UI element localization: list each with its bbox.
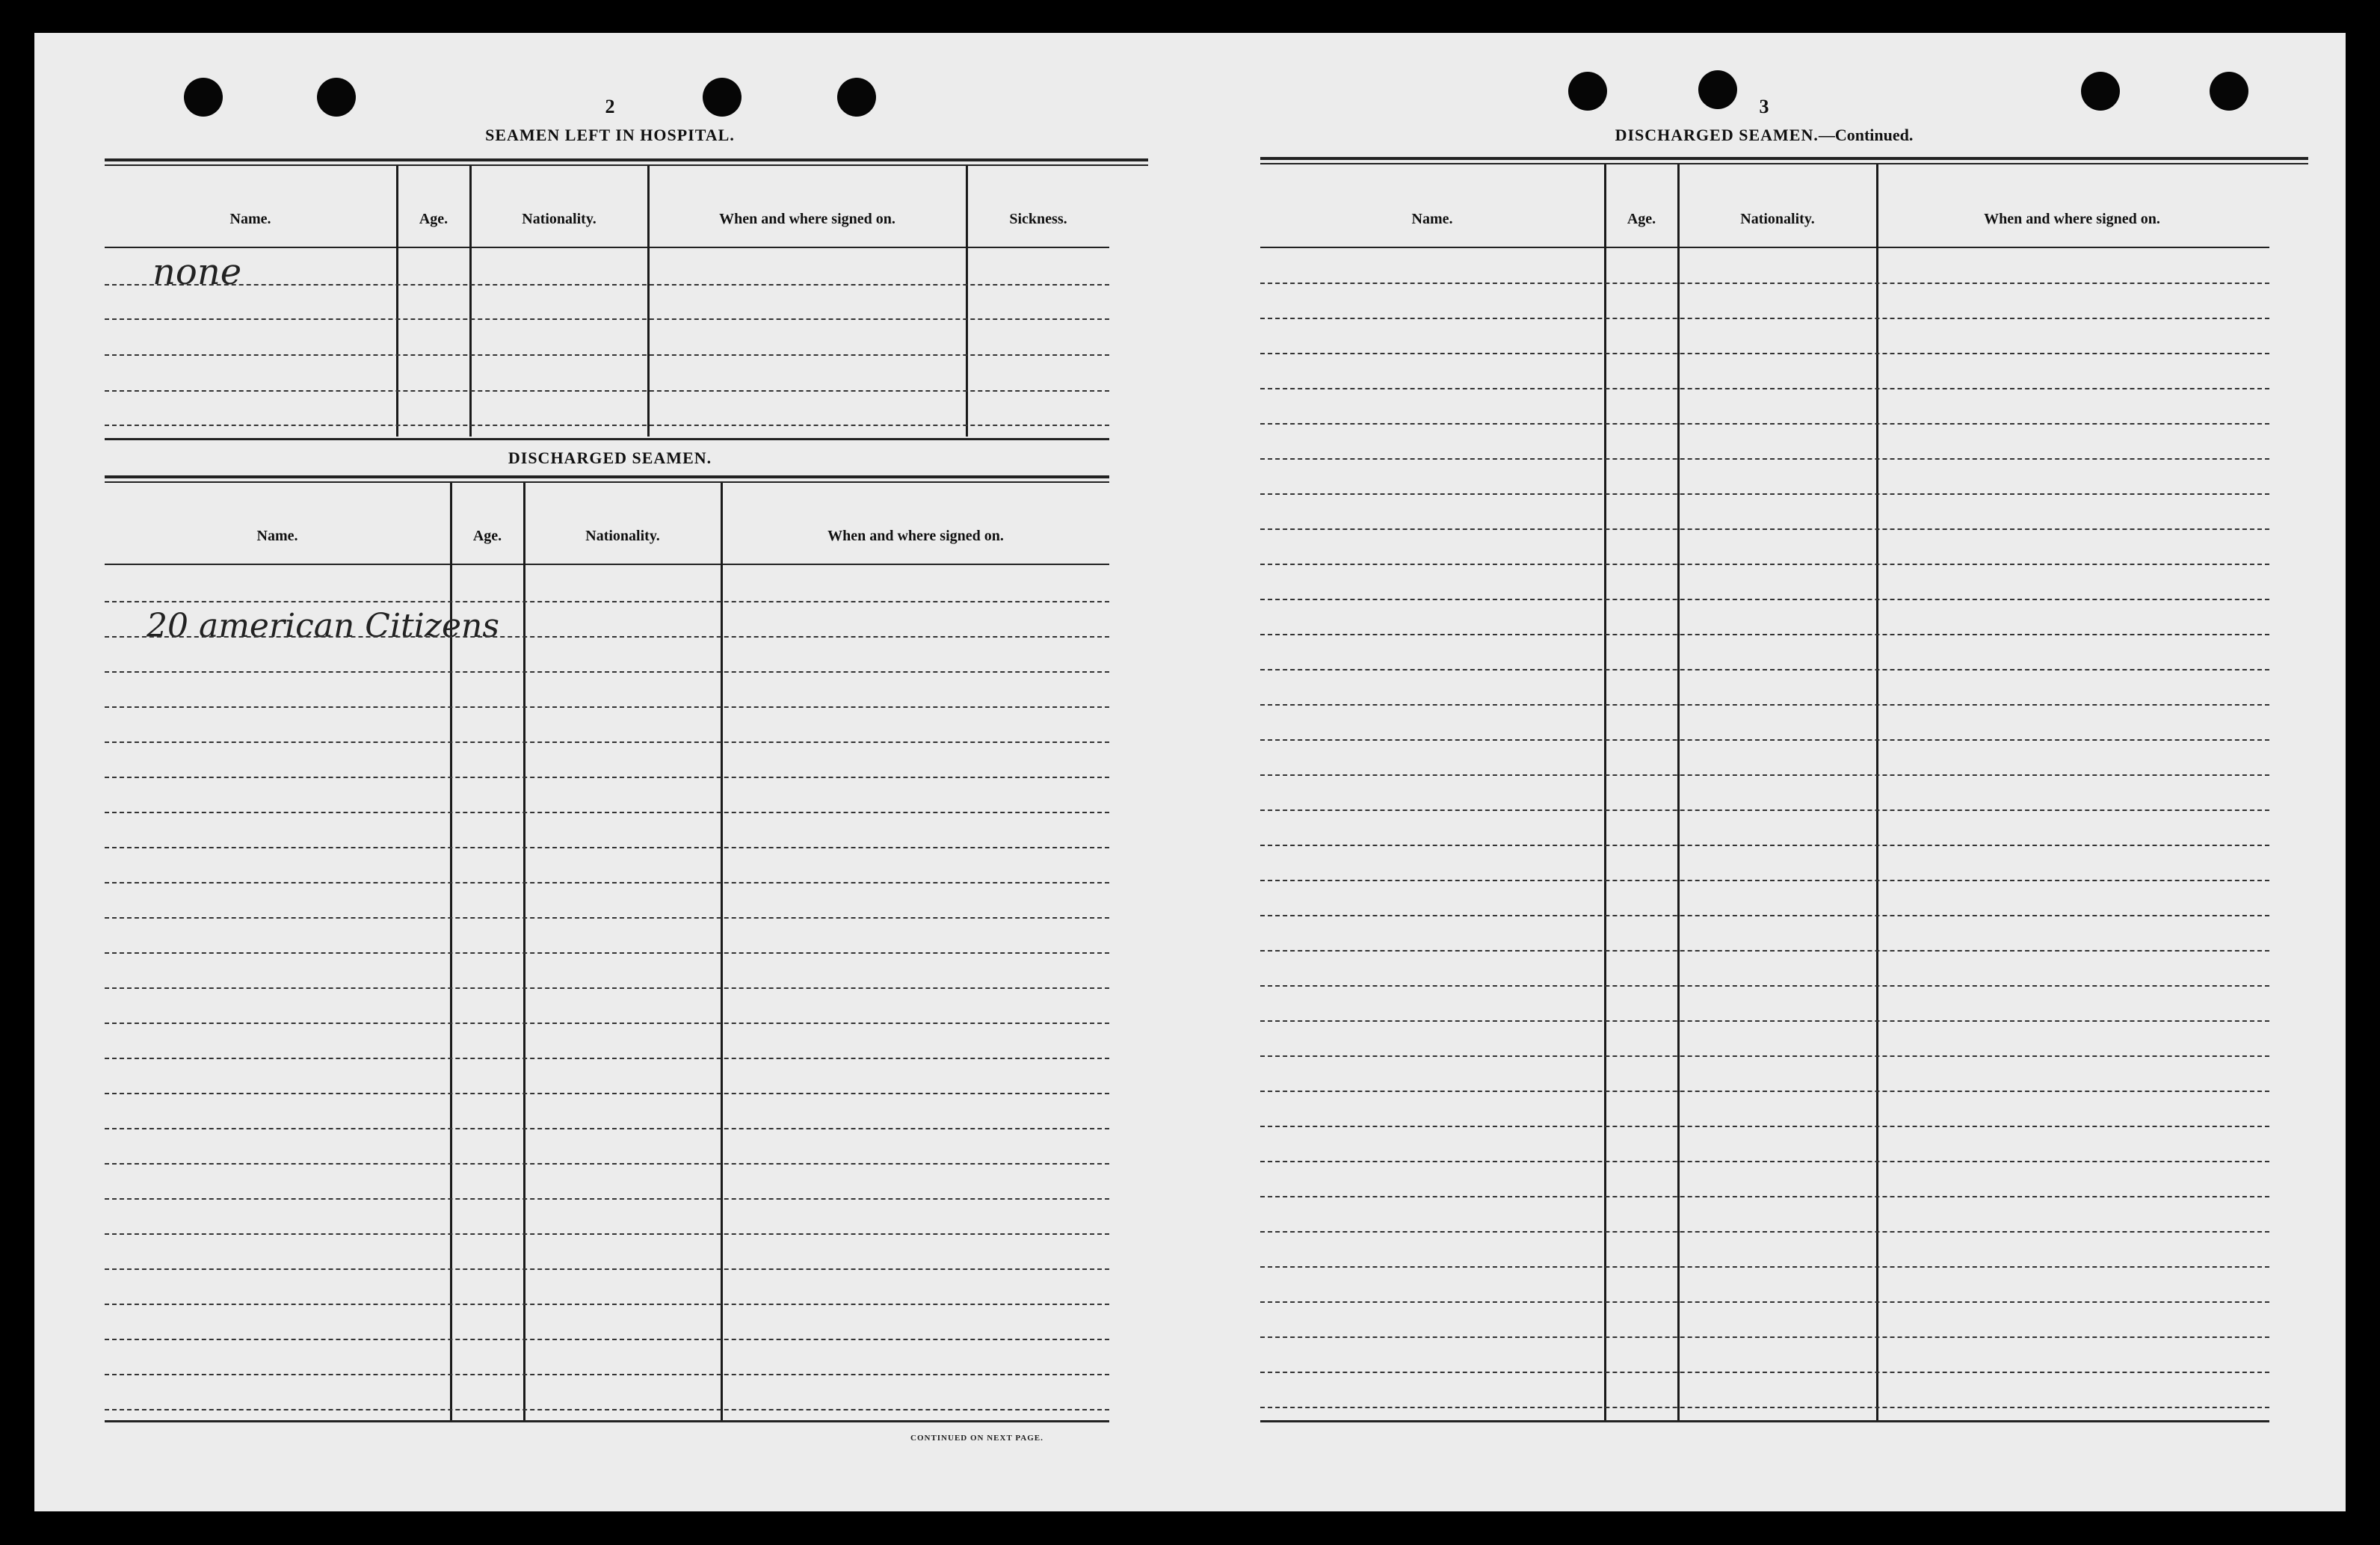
ruled-line bbox=[1260, 669, 2269, 670]
punch-hole bbox=[837, 78, 876, 117]
ruled-line bbox=[1260, 704, 2269, 706]
ruled-line bbox=[1260, 1336, 2269, 1338]
ruled-line bbox=[1260, 564, 2269, 565]
ruled-line bbox=[105, 1268, 1109, 1270]
ruled-line bbox=[1260, 318, 2269, 319]
ruled-line bbox=[1260, 599, 2269, 600]
punch-hole bbox=[2210, 72, 2248, 111]
punch-hole bbox=[317, 78, 356, 117]
ruled-line bbox=[1260, 915, 2269, 916]
ruled-line bbox=[105, 706, 1109, 708]
ruled-line bbox=[105, 847, 1109, 848]
ruled-line bbox=[105, 1233, 1109, 1235]
title-continued: —Continued. bbox=[1818, 126, 1914, 144]
discharged-continued-title bbox=[1615, 126, 1914, 145]
header-nationality: Nationality. bbox=[585, 528, 660, 544]
discharged-table-left bbox=[105, 475, 1148, 1470]
ruled-line bbox=[1260, 809, 2269, 811]
ruled-line bbox=[105, 1128, 1109, 1129]
header-name: Name. bbox=[1411, 211, 1453, 227]
ruled-line bbox=[105, 1374, 1109, 1375]
ruled-line bbox=[1260, 1055, 2269, 1057]
ruled-line bbox=[1260, 388, 2269, 389]
hospital-table bbox=[105, 158, 1148, 472]
header-nationality: Nationality. bbox=[522, 211, 596, 227]
ruled-line bbox=[1260, 1091, 2269, 1092]
ruled-line bbox=[1260, 985, 2269, 987]
ruled-line bbox=[105, 671, 1109, 673]
ruled-line bbox=[1260, 1161, 2269, 1162]
title-text: DISCHARGED SEAMEN. bbox=[1615, 126, 1819, 144]
ruled-line bbox=[1260, 1126, 2269, 1127]
ruled-line bbox=[1260, 1372, 2269, 1373]
ruled-line bbox=[105, 601, 1109, 602]
ruled-line bbox=[105, 741, 1109, 743]
ruled-line bbox=[1260, 493, 2269, 495]
ruled-line bbox=[1260, 774, 2269, 776]
ruled-line bbox=[1260, 458, 2269, 460]
document-sheet bbox=[34, 33, 2346, 1511]
header-age: Age. bbox=[472, 528, 502, 544]
punch-hole bbox=[2081, 72, 2120, 111]
ruled-line bbox=[105, 777, 1109, 778]
ruled-line bbox=[1260, 423, 2269, 425]
ruled-line bbox=[105, 1023, 1109, 1024]
ruled-line bbox=[105, 987, 1109, 989]
header-name: Name. bbox=[256, 528, 298, 544]
header-signed-on: When and where signed on. bbox=[827, 528, 1004, 544]
ruled-line bbox=[105, 917, 1109, 919]
ruled-line bbox=[105, 882, 1109, 883]
ruled-line bbox=[1260, 950, 2269, 952]
ruled-line bbox=[105, 952, 1109, 954]
punch-hole bbox=[184, 78, 223, 117]
ruled-line bbox=[105, 1163, 1109, 1165]
ruled-line bbox=[1260, 1407, 2269, 1408]
ruled-line bbox=[1260, 739, 2269, 741]
ruled-line bbox=[105, 1304, 1109, 1305]
header-signed-on: When and where signed on. bbox=[1984, 211, 2160, 227]
ruled-line bbox=[1260, 1301, 2269, 1303]
ruled-line bbox=[105, 636, 1109, 638]
ruled-line bbox=[1260, 353, 2269, 354]
continued-note: CONTINUED ON NEXT PAGE. bbox=[910, 1434, 1043, 1443]
ruled-line bbox=[105, 1058, 1109, 1059]
header-signed-on: When and where signed on. bbox=[719, 211, 895, 227]
punch-hole bbox=[1568, 72, 1607, 111]
hospital-section-title: SEAMEN LEFT IN HOSPITAL. bbox=[485, 126, 735, 144]
ruled-line bbox=[1260, 634, 2269, 635]
ruled-line bbox=[105, 812, 1109, 813]
ruled-line bbox=[1260, 845, 2269, 846]
ruled-line bbox=[105, 1339, 1109, 1340]
discharged-entry-handwriting: 20 american Citizens bbox=[147, 607, 499, 645]
discharged-section-title: DISCHARGED SEAMEN. bbox=[508, 448, 712, 467]
punch-hole bbox=[703, 78, 742, 117]
hospital-entry-handwriting: none bbox=[152, 251, 242, 293]
discharged-table-right bbox=[1260, 157, 2308, 1470]
header-sickness: Sickness. bbox=[1009, 211, 1067, 227]
punch-hole bbox=[1698, 70, 1737, 109]
ruled-line bbox=[1260, 1266, 2269, 1268]
ruled-line bbox=[1260, 283, 2269, 284]
ruled-line bbox=[1260, 1020, 2269, 1022]
ruled-line bbox=[1260, 528, 2269, 530]
ruled-line bbox=[1260, 1196, 2269, 1197]
ruled-line bbox=[105, 1093, 1109, 1094]
ruled-line bbox=[1260, 1231, 2269, 1233]
header-name: Name. bbox=[229, 211, 271, 227]
header-age: Age. bbox=[1627, 211, 1656, 227]
ruled-line bbox=[105, 1409, 1109, 1410]
ruled-line bbox=[105, 1198, 1109, 1200]
header-age: Age. bbox=[419, 211, 448, 227]
page-number-left: 2 bbox=[605, 96, 615, 117]
page-number-right: 3 bbox=[1759, 96, 1769, 117]
header-nationality: Nationality. bbox=[1740, 211, 1815, 227]
ruled-line bbox=[1260, 880, 2269, 881]
